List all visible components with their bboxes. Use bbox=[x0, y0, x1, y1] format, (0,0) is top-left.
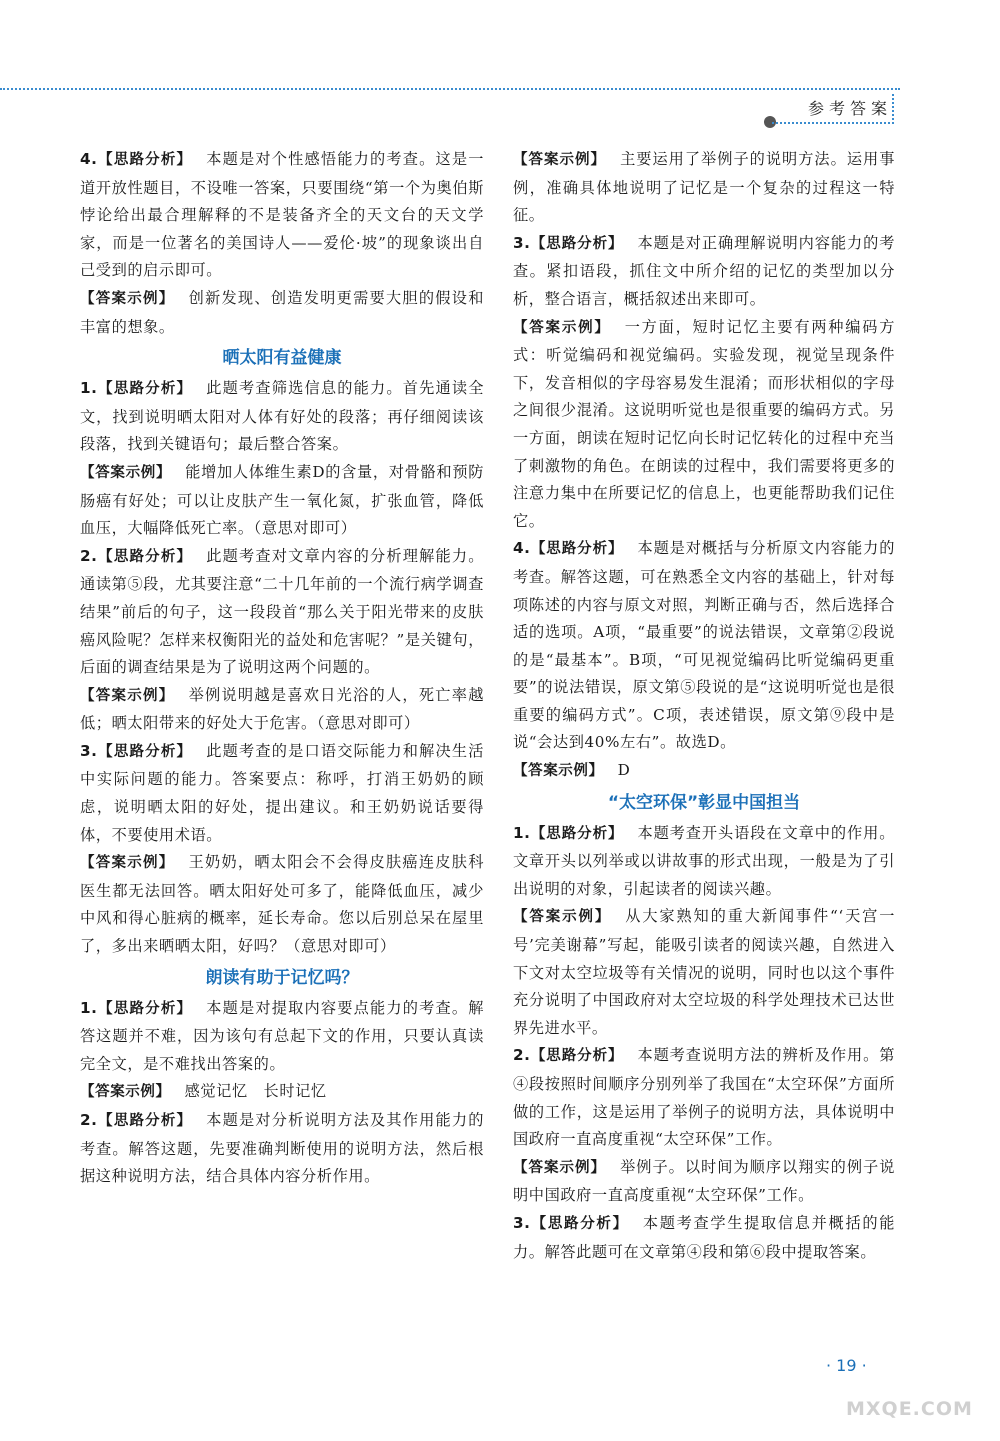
section-tag: 【思路分析】 bbox=[97, 1000, 193, 1017]
paragraph-text: 本题是对概括与分析原文内容能力的考查。解答这题，可在熟悉全文内容的基础上，针对每项陈述的内容与原文对照，判断正确与否，然后选择合适的选项。A项，“最重要”的说法错误，文章第②段说的是“最基本”。B项，“可见视觉编码比听觉编码更重要”的说法错误，原文第⑤段说的是“这说明听觉也是很重要的编码方式”。C项，表述错误，原文第⑨段中是说“会达到40%左右”。故选D。 bbox=[513, 539, 895, 752]
question-number: 2. bbox=[513, 1046, 531, 1065]
watermark-url: MXQE.COM bbox=[846, 1398, 973, 1420]
paragraph-text: 本题考查开头语段在文章中的作用。文章开头以列举或以讲故事的形式出现，一般是为了引出说明的对象，引起读者的阅读兴趣。 bbox=[513, 823, 895, 898]
answer-paragraph bbox=[513, 903, 895, 1042]
section-tag: 【答案示例】 bbox=[513, 152, 607, 168]
paragraph-text: 本题是对分析说明方法及其作用能力的考查。解答这题，先要准确判断使用的说明方法，然后根据这种说明方法，结合具体内容分析作用。 bbox=[80, 1111, 484, 1186]
header-underline bbox=[772, 122, 890, 124]
paragraph-text: 本题是对正确理解说明内容能力的考查。紧扣语段，抓住文中所介绍的记忆的类型加以分析，整合语言，概括叙述出来即可。 bbox=[513, 233, 895, 308]
section-tag: 【思路分析】 bbox=[97, 381, 193, 398]
answer-paragraph bbox=[513, 757, 895, 786]
question-number: 2. bbox=[80, 546, 98, 565]
question-number: 3. bbox=[513, 1213, 531, 1232]
section-tag: 【思路分析】 bbox=[97, 548, 193, 565]
answer-paragraph bbox=[80, 543, 484, 682]
paragraph-text: 举例子。以时间为顺序以翔实的例子说明中国政府一直高度重视“太空环保”工作。 bbox=[513, 1157, 895, 1205]
section-tag: 【答案示例】 bbox=[80, 855, 175, 872]
question-number: 4. bbox=[513, 539, 531, 558]
top-dotted-rule bbox=[0, 88, 900, 90]
section-tag: 【答案示例】 bbox=[80, 687, 175, 704]
answer-paragraph bbox=[80, 146, 484, 285]
section-tag: 【答案示例】 bbox=[513, 1159, 607, 1176]
section-tag: 【思路分析】 bbox=[97, 1113, 193, 1129]
answer-paragraph bbox=[513, 820, 895, 904]
paragraph-text: 王奶奶，晒太阳会不会得皮肤癌连皮肤科医生都无法回答。晒太阳好处可多了，能降低血压，减少中风和得心脏病的概率，延长寿命。您以后别总呆在屋里了，多出来晒晒太阳，好吗？（意思对即可） bbox=[80, 853, 484, 956]
paragraph-text: 感觉记忆 长时记忆 bbox=[184, 1082, 327, 1101]
question-number: 3. bbox=[513, 233, 531, 252]
section-tag: 【思路分析】 bbox=[530, 1048, 624, 1065]
section-tag: 【答案示例】 bbox=[80, 1084, 171, 1101]
answer-paragraph bbox=[80, 1078, 484, 1107]
answer-paragraph bbox=[513, 1154, 895, 1210]
section-title: 晒太阳有益健康 bbox=[222, 348, 342, 369]
section-title: 朗读有助于记忆吗？ bbox=[205, 967, 359, 988]
paragraph-text: 主要运用了举例子的说明方法。运用事例，准确具体地说明了记忆是一个复杂的过程这一特征。 bbox=[513, 150, 895, 225]
paragraph-text: 此题考查对文章内容的分析理解能力。通读第⑤段，尤其要注意“二十几年前的一个流行病学调查结果”前后的句子，这一段段首“那么关于阳光带来的皮肤癌风险呢？怎样来权衡阳光的益处和危害呢？”是关键句，后面的调查结果是为了说明这两个问题的。 bbox=[80, 546, 484, 677]
answer-paragraph bbox=[513, 146, 895, 230]
paragraph-text: 此题考查筛选信息的能力。首先通读全文，找到说明晒太阳对人体有好处的段落；再仔细阅读该段落，找到关键语句；最后整合答案。 bbox=[80, 379, 484, 454]
paragraph-text: 举例说明越是喜欢日光浴的人，死亡率越低；晒太阳带来的好处大于危害。（意思对即可） bbox=[80, 685, 484, 733]
answer-paragraph bbox=[80, 1107, 484, 1191]
answer-paragraph bbox=[80, 995, 484, 1079]
section-tag: 【答案示例】 bbox=[80, 464, 172, 481]
section-tag: 【答案示例】 bbox=[80, 290, 175, 307]
section-tag: 【答案示例】 bbox=[513, 319, 611, 336]
answer-paragraph bbox=[513, 230, 895, 314]
answer-paragraph bbox=[80, 738, 484, 849]
paragraph-text: 能增加人体维生素D的含量，对骨骼和预防肠癌有好处；可以让皮肤产生一氧化氮，扩张血管，降低血压，大幅降低死亡率。（意思对即可） bbox=[80, 462, 484, 538]
question-number: 2. bbox=[80, 1111, 98, 1129]
answer-paragraph bbox=[80, 375, 484, 459]
page-number: · 19 · bbox=[826, 1356, 867, 1375]
answer-paragraph bbox=[513, 1042, 895, 1153]
section-tag: 【答案示例】 bbox=[513, 909, 612, 926]
paragraph-text: 创新发现、创造发明更需要大胆的假设和丰富的想象。 bbox=[80, 288, 484, 336]
answer-paragraph bbox=[80, 682, 484, 738]
question-number: 1. bbox=[80, 379, 98, 398]
answer-paragraph bbox=[513, 314, 895, 536]
left-column bbox=[80, 146, 484, 1191]
question-number: 1. bbox=[513, 823, 531, 842]
header-side-rule bbox=[892, 94, 897, 124]
answer-paragraph bbox=[513, 1210, 895, 1266]
question-number: 4. bbox=[80, 150, 98, 168]
paragraph-text: 本题是对个性感悟能力的考查。这是一道开放性题目，不设唯一答案，只要围绕“第一个为奥伯斯悖论给出最合理解释的不是装备齐全的天文台的天文学家，而是一位著名的美国诗人——爱伦·坡”的现象谈出自己受到的启示即可。 bbox=[80, 150, 484, 280]
paragraph-text: 一方面，短时记忆主要有两种编码方式：听觉编码和视觉编码。实验发现，视觉呈现条件下，发音相似的字母容易发生混淆；而形状相似的字母之间很少混淆。这说明听觉也是很重要的编码方式。另一方面，朗读在短时记忆向长时记忆转化的过程中充当了刺激物的角色。在朗读的过程中，我们需要将更多的注意力集中在所要记忆的信息上，也更能帮助我们记住它。 bbox=[513, 317, 895, 530]
answer-paragraph bbox=[80, 849, 484, 960]
section-tag: 【思路分析】 bbox=[530, 825, 624, 842]
question-number: 1. bbox=[80, 998, 98, 1017]
section-tag: 【思路分析】 bbox=[97, 152, 193, 168]
section-tag: 【思路分析】 bbox=[97, 743, 193, 760]
section-header: 参考答案 bbox=[807, 99, 892, 118]
right-column bbox=[513, 146, 895, 1266]
answer-paragraph bbox=[513, 535, 895, 757]
paragraph-text: 从大家熟知的重大新闻事件“‘天宫一号’完美谢幕”写起，能吸引读者的阅读兴趣，自然进入下文对太空垃圾等有关情况的说明，同时也以这个事件充分说明了中国政府对太空垃圾的科学处理技术已达世界先进水平。 bbox=[513, 907, 895, 1037]
question-number: 3. bbox=[80, 741, 98, 760]
answer-paragraph bbox=[80, 459, 484, 543]
section-tag: 【思路分析】 bbox=[530, 235, 624, 252]
section-tag: 【答案示例】 bbox=[513, 763, 604, 780]
paragraph-text: D bbox=[617, 761, 631, 780]
paragraph-text: 本题是对提取内容要点能力的考查。解答这题并不难，因为该句有总起下文的作用，只要认真读完全文，是不难找出答案的。 bbox=[80, 998, 484, 1073]
section-tag: 【思路分析】 bbox=[530, 1215, 629, 1232]
section-tag: 【思路分析】 bbox=[530, 541, 624, 558]
section-title: “太空环保”彰显中国担当 bbox=[607, 792, 801, 813]
paragraph-text: 本题考查学生提取信息并概括的能力。解答此题可在文章第④段和第⑥段中提取答案。 bbox=[513, 1213, 895, 1261]
answer-paragraph bbox=[80, 285, 484, 341]
paragraph-text: 本题考查说明方法的辨析及作用。第④段按照时间顺序分别列举了我国在“太空环保”方面所做的工作，这是运用了举例子的说明方法，具体说明中国政府一直高度重视“太空环保”工作。 bbox=[513, 1046, 895, 1149]
paragraph-text: 此题考查的是口语交际能力和解决生活中实际问题的能力。答案要点：称呼，打消王奶奶的顾虑，说明晒太阳的好处，提出建议。和王奶奶说话要得体，不要使用术语。 bbox=[80, 741, 484, 844]
